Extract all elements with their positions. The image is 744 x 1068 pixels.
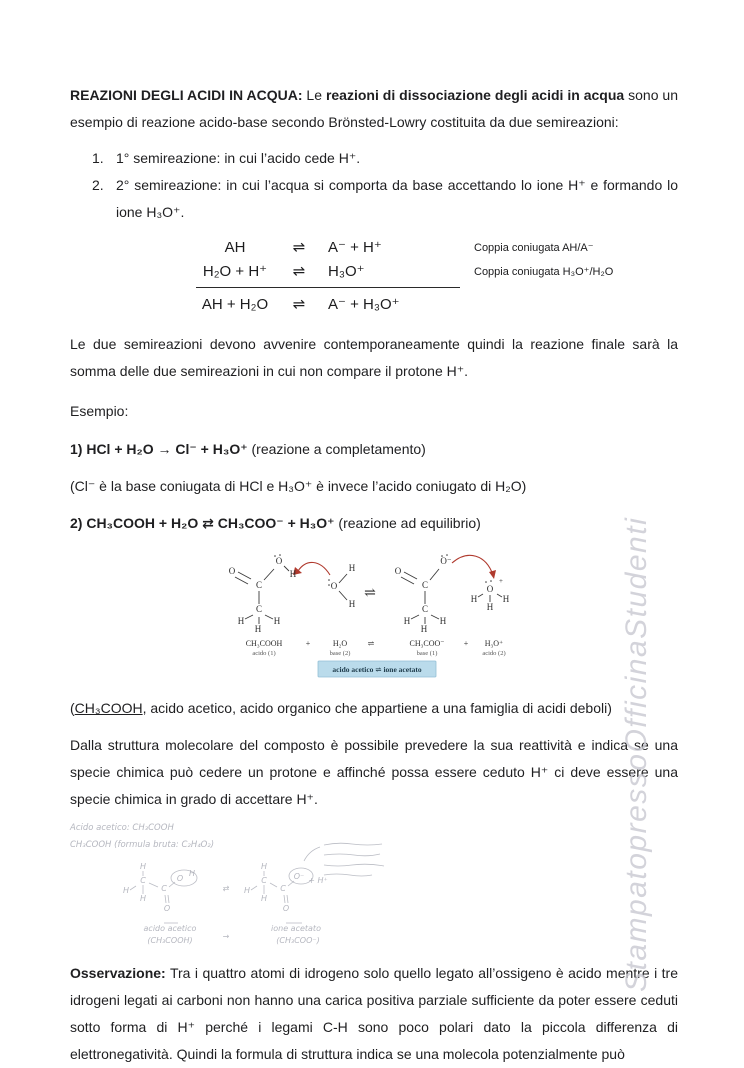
- svg-text:⇌: ⇌: [364, 586, 376, 601]
- svg-text:C: C: [421, 580, 429, 590]
- example-1-note: (reazione a completamento): [247, 441, 426, 457]
- svg-text:H: H: [470, 594, 478, 604]
- intro-bold-phrase: reazioni di dissociazione degli acidi in acqua: [325, 87, 625, 103]
- intro-text-2: sono un esempio di reazione acido-base secondo Brönsted-Lowry costituita da due semireazioni:: [70, 87, 678, 130]
- esempio-label: Esempio:: [70, 403, 129, 419]
- svg-text:H: H: [260, 862, 268, 871]
- svg-text:H: H: [254, 624, 262, 634]
- svg-text:H: H: [420, 624, 428, 634]
- example-2-formula: 2) CH₃COOH + H₂O ⇄ CH₃COO⁻ + H₃O⁺: [70, 515, 335, 531]
- svg-text:C: C: [421, 604, 429, 614]
- svg-text:H: H: [348, 563, 356, 573]
- handwritten-notes-image: [68, 819, 412, 952]
- svg-text:+ H⁺: + H⁺: [308, 876, 328, 885]
- svg-text:acido acetico: acido acetico: [143, 924, 197, 933]
- svg-text:O: O: [394, 566, 402, 576]
- equation-sum-right: A⁻ + H₃O⁺: [324, 287, 460, 317]
- svg-text:O⁻: O⁻: [293, 872, 305, 881]
- svg-text:⇄: ⇄: [222, 884, 230, 893]
- equation-right: A⁻ + H⁺: [328, 239, 382, 256]
- svg-text:base (2): base (2): [329, 650, 351, 657]
- intro-text-1: Le: [302, 87, 326, 103]
- acid-note-pre: (: [70, 700, 75, 716]
- svg-text:H: H: [243, 886, 251, 895]
- svg-text:H: H: [289, 569, 297, 579]
- handwritten-sketch: [68, 819, 412, 947]
- svg-text:H: H: [139, 894, 147, 903]
- svg-text:CH₃COO⁻: CH₃COO⁻: [409, 639, 445, 648]
- acetic-acid-mechanism-diagram: [222, 547, 522, 679]
- example-2-note: (reazione ad equilibrio): [334, 515, 481, 531]
- svg-text:CH₃COOH: CH₃COOH: [245, 639, 283, 648]
- list-item-number: 2.: [92, 177, 104, 193]
- svg-text:(CH₃COO⁻): (CH₃COO⁻): [276, 936, 320, 945]
- list-item: [70, 145, 678, 172]
- svg-text:H: H: [439, 616, 447, 626]
- svg-text:C: C: [280, 884, 286, 893]
- svg-text:O: O: [275, 556, 283, 566]
- svg-text:C: C: [255, 580, 263, 590]
- document-page: [70, 82, 678, 1068]
- svg-text:C: C: [255, 604, 263, 614]
- svg-text:H: H: [122, 886, 130, 895]
- semireactions-equation-table: [196, 236, 678, 317]
- list-item-text: 1° semireazione: in cui l’acido cede H⁺.: [116, 150, 361, 166]
- svg-text:+: +: [305, 639, 311, 648]
- svg-text:H₃O⁺: H₃O⁺: [484, 639, 504, 648]
- svg-text:→: →: [222, 932, 230, 941]
- equation-sum-left: AH + H₂O: [196, 287, 274, 317]
- svg-text:H: H: [502, 594, 510, 604]
- figure-caption-box: acido acetico ⇌ ione acetato: [332, 665, 422, 674]
- svg-text:C: C: [140, 876, 146, 885]
- svg-text:acido (2): acido (2): [482, 650, 506, 657]
- svg-text:O: O: [330, 581, 338, 591]
- svg-text:H: H: [260, 894, 268, 903]
- list-item-number: 1.: [92, 150, 104, 166]
- equation-right: H₃O⁺: [328, 263, 365, 280]
- equation-left: AH: [224, 239, 246, 256]
- list-item: [70, 172, 678, 226]
- svg-text:⇌: ⇌: [367, 639, 375, 648]
- equilibrium-arrow-icon: ⇌: [292, 263, 306, 280]
- svg-text:Acido acetico: CH₃COOH: Acido acetico: CH₃COOH: [70, 823, 174, 833]
- equation-caption: Coppia coniugata AH/A⁻: [474, 242, 594, 254]
- svg-text:C: C: [261, 876, 267, 885]
- equilibrium-arrow-icon: ⇌: [274, 287, 324, 317]
- example-2: [70, 510, 678, 537]
- structure-paragraph: Dalla struttura molecolare del composto è possibile prevedere la sua reattività e indica se una specie chimica può cedere un protone e affinché possa essere ceduto H⁺ ci deve essere una specie chimica in grado di accettare H⁺.: [70, 737, 678, 807]
- svg-text:+: +: [463, 639, 469, 648]
- svg-text:C: C: [161, 884, 167, 893]
- svg-text:H: H: [188, 869, 196, 878]
- acid-note-formula: CH₃COOH: [74, 700, 143, 716]
- example-1: [70, 436, 678, 463]
- svg-text:O: O: [282, 904, 290, 913]
- intro-title: REAZIONI DEGLI ACIDI IN ACQUA:: [70, 87, 303, 103]
- semireaction-list: [70, 145, 678, 226]
- svg-text:ione acetato: ione acetato: [271, 924, 321, 933]
- svg-text:CH₃COOH (formula bruta: C₂H₄O₂: CH₃COOH (formula bruta: C₂H₄O₂): [70, 840, 215, 850]
- equation-caption: Coppia coniugata H₃O⁺/H₂O: [474, 266, 614, 278]
- svg-text:O: O: [163, 904, 171, 913]
- acid-note-paragraph: [70, 695, 678, 722]
- svg-text:H: H: [486, 602, 494, 612]
- intro-paragraph: [70, 82, 678, 136]
- list-item-text: 2° semireazione: in cui l’acqua si comporta da base accettando lo ione H⁺ e formando lo ione H₃O⁺.: [116, 177, 678, 220]
- svg-text:H: H: [403, 616, 411, 626]
- watermark-text: StampatopressoOfficinaStudenti: [620, 516, 653, 992]
- svg-text:O: O: [486, 584, 494, 594]
- svg-text:(CH₃COOH): (CH₃COOH): [147, 936, 193, 945]
- svg-text:acido (1): acido (1): [252, 650, 276, 657]
- svg-text:O: O: [176, 874, 184, 883]
- acid-note-rest: , acido acetico, acido organico che appartiene a una famiglia di acidi deboli): [142, 700, 612, 716]
- equation-caption: [460, 284, 678, 317]
- equation-left: H₂O + H⁺: [202, 263, 268, 280]
- equilibrium-arrow-icon: ⇌: [292, 239, 306, 256]
- example-1-comment: (Cl⁻ è la base coniugata di HCl e H₃O⁺ è invece l’acido coniugato di H₂O): [70, 478, 527, 494]
- svg-text:H₂O: H₂O: [332, 639, 348, 648]
- mechanism-figure: [222, 547, 522, 679]
- svg-text:H: H: [348, 599, 356, 609]
- svg-text:H: H: [273, 616, 281, 626]
- sum-paragraph: Le due semireazioni devono avvenire contemporaneamente quindi la reazione finale sarà la somma delle due semireazioni in cui non compare il protone H⁺.: [70, 336, 678, 379]
- svg-text:O: O: [228, 566, 236, 576]
- osservazione-text: Tra i quattro atomi di idrogeno solo quello legato all’ossigeno è acido mentre i tre idrogeni legati ai carboni non hanno una carica positiva parziale sufficiente da poter essere ceduti sotto forma di H⁺ perché i legami C-H sono poco polari dato la piccola differenza di elettronegatività. Quindi la formula di struttura indica se una molecola potenzialmente può: [70, 965, 678, 1062]
- svg-text:H: H: [139, 862, 147, 871]
- osservazione-label: Osservazione:: [70, 965, 166, 981]
- svg-text:+: +: [499, 577, 503, 585]
- svg-text:base (1): base (1): [416, 650, 438, 657]
- svg-text:H: H: [237, 616, 245, 626]
- svg-text:O⁻: O⁻: [440, 556, 452, 566]
- example-1-formula: 1) HCl + H₂O → Cl⁻ + H₃O⁺: [70, 441, 248, 457]
